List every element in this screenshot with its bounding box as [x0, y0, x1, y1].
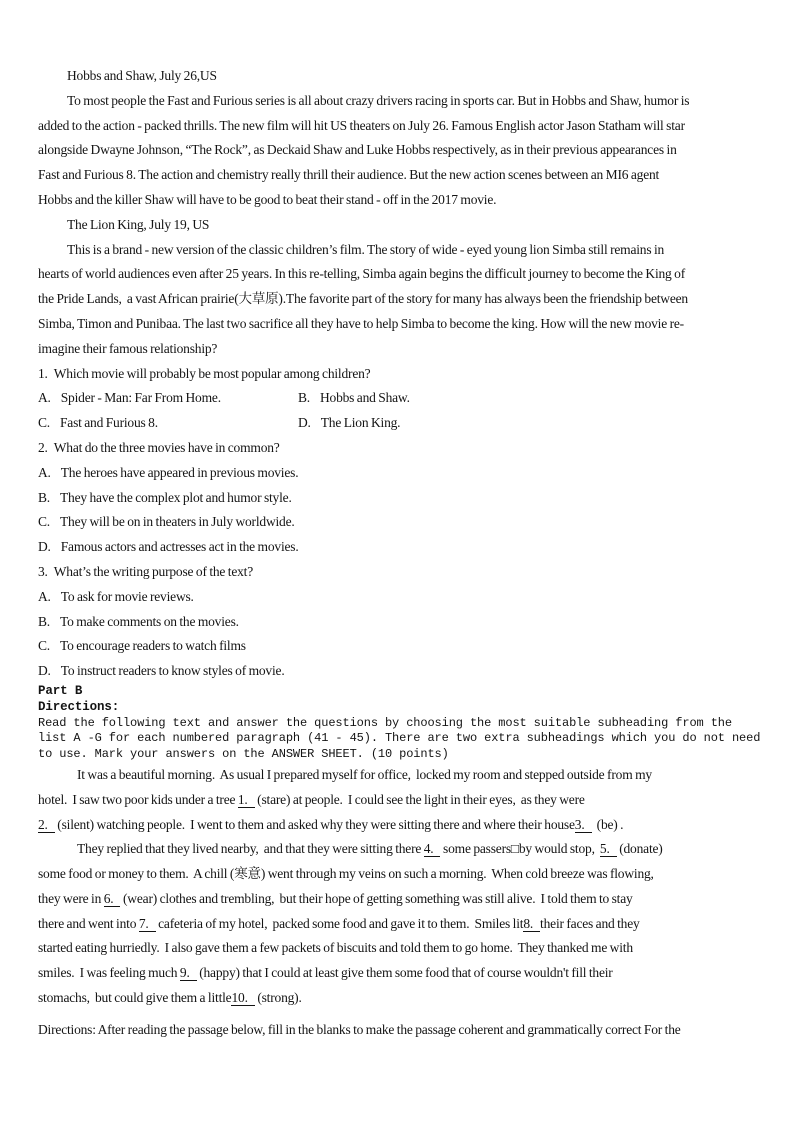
option-cell: [38, 411, 298, 436]
question-number: 2.: [38, 439, 48, 455]
footer-directions: [38, 1018, 764, 1043]
blank-8: 8.: [523, 916, 540, 932]
text-line: to use. Mark your answers on the ANSWER SHEET. (10 points): [38, 747, 449, 762]
option-B: B. Hobbs and Shaw.: [298, 390, 410, 406]
text-line: Fast and Furious 8. The action and chemistry really thrill their audience. But the new action scenes between an MI6 agent: [38, 167, 660, 183]
text-line: Read the following text and answer the questions by choosing the most suitable subheading from the: [38, 715, 732, 730]
option-line: [38, 610, 764, 635]
multiple-choice-questions: [38, 362, 764, 684]
text-line: imagine their famous relationship?: [38, 340, 218, 356]
option-label: D.: [38, 663, 51, 679]
question-3: 3. What’s the writing purpose of the text?: [38, 563, 254, 579]
option-line: [38, 585, 764, 610]
option-label: A.: [38, 390, 51, 406]
option-label: C.: [38, 415, 50, 431]
blank-2: 2.: [38, 817, 55, 833]
directions-text: [38, 716, 764, 763]
text-line: hotel. I saw two poor kids under a tree 1. (stare) at people. I could see the light in their eyes, as they were: [38, 791, 585, 807]
option-label: C.: [38, 638, 50, 654]
option-line: [38, 634, 764, 659]
question-number: 3.: [38, 563, 48, 579]
question-2: 2. What do the three movies have in common?: [38, 439, 280, 455]
option-A: A. The heroes have appeared in previous movies.: [38, 464, 299, 480]
passage-body: [38, 238, 764, 362]
blank-3: 3.: [575, 817, 592, 833]
option-label: B.: [298, 390, 310, 406]
text-line: hearts of world audiences even after 25 years. In this re-telling, Simba again begins the difficult journey to become the King of: [38, 266, 686, 282]
option-C: C. They will be on in theaters in July worldwide.: [38, 514, 295, 530]
option-cell: [38, 386, 298, 411]
blank-5: 5.: [600, 841, 617, 857]
text-line: stomachs, but could give them a little10. (strong).: [38, 990, 302, 1006]
option-line: [38, 659, 764, 684]
option-A: A. To ask for movie reviews.: [38, 588, 194, 604]
text-line: the Pride Lands, a vast African prairie(大草原).The favorite part of the story for many has always been the friendship between: [38, 291, 688, 307]
blank-9: 9.: [180, 965, 197, 981]
passage-title: Hobbs and Shaw, July 26,US: [67, 68, 217, 83]
text-line: They replied that they lived nearby, and that they were sitting there 4. some passers□by would stop, 5. (donate): [77, 841, 663, 857]
text-line: It was a beautiful morning. As usual I prepared myself for office, locked my room and stepped outside from my: [77, 766, 652, 782]
option-D: D. To instruct readers to know styles of movie.: [38, 663, 285, 679]
text-line: list A -G for each numbered paragraph (41 - 45). There are two extra subheadings which you do not need: [38, 731, 761, 746]
blank-7: 7.: [139, 916, 156, 932]
text-line: This is a brand - new version of the classic children’s film. The story of wide - eyed young lion Simba still remains in: [67, 241, 665, 257]
blank-6: 6.: [104, 891, 121, 907]
option-cell: [298, 411, 764, 436]
option-label: B.: [38, 489, 50, 505]
option-cell: [298, 386, 764, 411]
cloze-paragraph-1: [38, 763, 764, 837]
text-line: Hobbs and the killer Shaw will have to be good to beat their stand - off in the 2017 movie.: [38, 191, 497, 207]
option-label: A.: [38, 588, 51, 604]
text-line: there and went into 7. cafeteria of my hotel, packed some food and gave it to them. Smiles lit8. their faces and they: [38, 915, 640, 931]
passage-lion-king: [38, 213, 764, 362]
passage-hobbs-and-shaw: [38, 64, 764, 213]
option-line: [38, 486, 764, 511]
option-label: D.: [38, 539, 51, 555]
option-D: D. Famous actors and actresses act in the movies.: [38, 539, 299, 555]
part-b-section: [38, 684, 764, 763]
options-row: [38, 411, 764, 436]
text-line: Simba, Timon and Punibaa. The last two sacrifice all they have to help Simba to become the king. How will the new movie re-: [38, 315, 684, 331]
options-row: [38, 386, 764, 411]
part-b-title: Part B: [38, 683, 83, 698]
option-line: [38, 461, 764, 486]
question-number: 1.: [38, 365, 48, 381]
text-line: added to the action - packed thrills. The new film will hit US theaters on July 26. Famous English actor Jason Statham will star: [38, 117, 685, 133]
option-B: B. They have the complex plot and humor style.: [38, 489, 292, 505]
passage-body: [38, 89, 764, 213]
option-label: C.: [38, 514, 50, 530]
cloze-paragraph-2: [38, 837, 764, 1011]
blank-4: 4.: [424, 841, 441, 857]
option-C: C. To encourage readers to watch films: [38, 638, 246, 654]
option-label: D.: [298, 415, 311, 431]
text-line: started eating hurriedly. I also gave them a few packets of biscuits and told them to go home. They thanked me with: [38, 940, 633, 956]
text-line: they were in 6. (wear) clothes and trembling, but their hope of getting something was still alive. I told them to stay: [38, 890, 633, 906]
blank-10: 10.: [231, 990, 254, 1006]
question-1: 1. Which movie will probably be most popular among children?: [38, 365, 371, 381]
passage-title: The Lion King, July 19, US: [67, 216, 210, 232]
text-line: some food or money to them. A chill (寒意) went through my veins on such a morning. When cold breeze was flowing,: [38, 866, 654, 882]
text-line: To most people the Fast and Furious series is all about crazy drivers racing in sports car. But in Hobbs and Shaw, humor is: [67, 92, 690, 108]
option-D: D. The Lion King.: [298, 415, 401, 431]
blank-1: 1.: [238, 792, 255, 808]
option-line: [38, 510, 764, 535]
reading-section: [38, 64, 764, 684]
option-label: B.: [38, 613, 50, 629]
text-line: 2. (silent) watching people. I went to them and asked why they were sitting there and where their house3. (be) .: [38, 816, 624, 832]
text-line: alongside Dwayne Johnson, “The Rock”, as Deckaid Shaw and Luke Hobbs respectively, as in their previous appearances in: [38, 142, 677, 158]
option-B: B. To make comments on the movies.: [38, 613, 239, 629]
text-line: smiles. I was feeling much 9. (happy) that I could at least give them some food that of course wouldn't fill their: [38, 965, 613, 981]
option-label: A.: [38, 464, 51, 480]
text-line: Directions: After reading the passage below, fill in the blanks to make the passage coherent and grammatically correct For the: [38, 1021, 681, 1037]
directions-label: Directions:: [38, 699, 120, 714]
option-line: [38, 535, 764, 560]
cloze-passage: [38, 763, 764, 1011]
option-C: C. Fast and Furious 8.: [38, 415, 158, 431]
option-A: A. Spider - Man: Far From Home.: [38, 390, 221, 406]
